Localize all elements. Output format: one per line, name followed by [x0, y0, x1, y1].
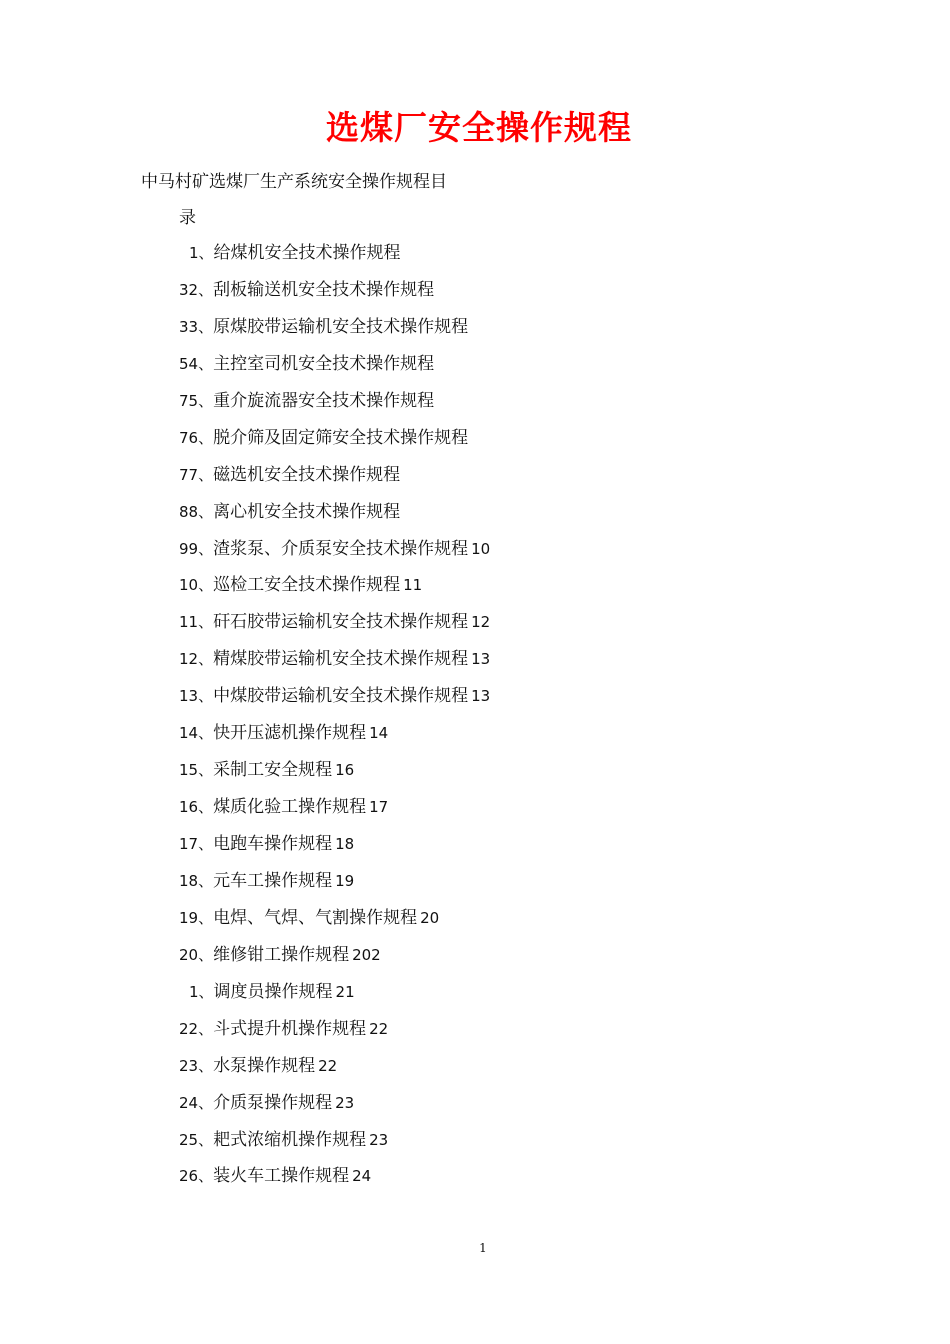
toc-entry — [179, 277, 490, 314]
toc-entry-title: 精煤胶带运输机安全技术操作规程 — [213, 649, 469, 670]
toc-entry-number: 54、 — [179, 354, 214, 373]
toc-entry-page: 13 — [471, 687, 491, 706]
toc-entry-title: 矸石胶带运输机安全技术操作规程 — [213, 612, 469, 633]
toc-entry-page: 23 — [369, 1130, 389, 1149]
toc-entry — [179, 240, 490, 277]
toc-entry-title: 刮板输送机安全技术操作规程 — [213, 279, 435, 300]
toc-entry-title: 水泵操作规程 — [213, 1055, 316, 1076]
toc-entry-page: 13 — [471, 650, 491, 669]
toc-entry-number: 88、 — [179, 502, 214, 521]
toc-entry-title: 渣浆泵、介质泵安全技术操作规程 — [213, 538, 469, 559]
toc-entry-title: 调度员操作规程 — [213, 981, 333, 1002]
toc-entry — [179, 609, 490, 646]
toc-entry-title: 给煤机安全技术操作规程 — [213, 243, 401, 263]
toc-entry-number: 14、 — [179, 724, 214, 743]
toc-entry — [179, 351, 490, 388]
toc-entry-number: 20、 — [179, 945, 214, 964]
toc-heading-line2: 录 — [179, 208, 196, 228]
toc-entry-number: 19、 — [179, 908, 214, 927]
page-number: 1 — [479, 1241, 487, 1255]
document-title: 选煤厂安全操作规程 — [326, 108, 632, 147]
toc-entry-number: 99、 — [179, 539, 214, 558]
toc-entry-title: 介质泵操作规程 — [213, 1092, 333, 1113]
toc-entry-number: 75、 — [179, 391, 214, 410]
toc-entry-title: 快开压滤机操作规程 — [213, 723, 367, 744]
toc-entry-number: 76、 — [179, 428, 214, 447]
toc-entry-page: 10 — [471, 539, 491, 558]
toc-entry-number: 33、 — [179, 317, 214, 336]
toc-entry — [179, 425, 490, 462]
toc-entry — [179, 868, 490, 905]
toc-entry — [179, 1016, 490, 1053]
toc-entry-title: 主控室司机安全技术操作规程 — [213, 353, 435, 374]
toc-entry-page: 20 — [420, 908, 440, 927]
toc-entry-number: 13、 — [179, 687, 214, 706]
toc-entry-page: 18 — [335, 835, 355, 853]
toc-entry — [179, 1127, 490, 1164]
toc-entry-number: 12、 — [179, 650, 214, 669]
toc-entry — [179, 646, 490, 683]
toc-heading-line1: 中马村矿选煤厂生产系统安全操作规程目 — [141, 172, 447, 192]
toc-entry-title: 耙式浓缩机操作规程 — [213, 1129, 367, 1150]
toc-entry-number: 22、 — [179, 1019, 214, 1038]
toc-entry-page: 16 — [335, 761, 355, 780]
toc-entry-title: 维修钳工操作规程 — [213, 944, 350, 965]
toc-entry-page: 12 — [471, 613, 491, 632]
toc-entry-number: 16、 — [179, 798, 214, 817]
toc-entry-title: 斗式提升机操作规程 — [213, 1018, 367, 1039]
toc-entry-number: 18、 — [179, 871, 214, 890]
toc-entry — [179, 942, 490, 979]
toc-entry-page: 24 — [352, 1167, 372, 1186]
toc-entry-page: 23 — [335, 1093, 355, 1112]
toc-entry-number: 25、 — [179, 1130, 214, 1149]
toc-entry-number: 15、 — [179, 761, 214, 780]
toc-entry-page: 202 — [352, 945, 381, 964]
toc-entry-title: 重介旋流器安全技术操作规程 — [213, 390, 435, 411]
toc-entry-title: 巡检工安全技术操作规程 — [213, 575, 401, 596]
toc-entry — [179, 388, 490, 425]
toc-entry-number: 17、 — [179, 835, 214, 853]
toc-entry-title: 元车工操作规程 — [213, 870, 333, 891]
toc-entry — [179, 757, 490, 794]
toc-entry-page: 22 — [318, 1056, 338, 1075]
toc-entry-page: 22 — [369, 1019, 389, 1038]
toc-entry — [179, 794, 490, 831]
toc-entry-number: 1、 — [189, 244, 214, 262]
toc-entry-number: 32、 — [179, 280, 214, 299]
toc-entry — [179, 462, 490, 499]
toc-entry-title: 电焊、气焊、气割操作规程 — [213, 907, 418, 928]
toc-entry — [179, 979, 490, 1016]
toc-entry — [179, 1163, 490, 1200]
toc-entry — [179, 314, 490, 351]
toc-entry-number: 77、 — [179, 465, 214, 484]
toc-entry — [179, 1090, 490, 1127]
table-of-contents — [179, 240, 490, 1200]
toc-entry — [179, 1053, 490, 1090]
toc-entry-title: 装火车工操作规程 — [213, 1166, 350, 1187]
toc-entry-page: 19 — [335, 871, 355, 890]
toc-entry-number: 1、 — [189, 982, 214, 1001]
toc-entry — [179, 831, 490, 868]
toc-entry-number: 26、 — [179, 1167, 214, 1186]
toc-entry-title: 磁选机安全技术操作规程 — [213, 464, 401, 485]
toc-entry-title: 离心机安全技术操作规程 — [213, 501, 401, 522]
toc-entry-page: 17 — [369, 798, 389, 817]
toc-entry — [179, 720, 490, 757]
toc-entry-number: 24、 — [179, 1093, 214, 1112]
toc-entry — [179, 536, 490, 573]
toc-entry — [179, 905, 490, 942]
toc-entry-number: 11、 — [179, 613, 214, 632]
toc-entry-page: 14 — [369, 724, 389, 743]
toc-entry-title: 煤质化验工操作规程 — [213, 797, 367, 818]
toc-entry-page: 21 — [335, 982, 355, 1001]
toc-entry-title: 电跑车操作规程 — [213, 834, 333, 854]
toc-entry-title: 原煤胶带运输机安全技术操作规程 — [213, 316, 469, 337]
toc-entry-number: 23、 — [179, 1056, 214, 1075]
toc-entry — [179, 499, 490, 536]
toc-entry — [179, 683, 490, 720]
toc-entry-page: 11 — [403, 576, 423, 595]
toc-entry-title: 中煤胶带运输机安全技术操作规程 — [213, 686, 469, 707]
toc-entry — [179, 572, 490, 609]
toc-entry-number: 10、 — [179, 576, 214, 595]
toc-entry-title: 采制工安全规程 — [213, 760, 333, 781]
toc-entry-title: 脱介筛及固定筛安全技术操作规程 — [213, 427, 469, 448]
